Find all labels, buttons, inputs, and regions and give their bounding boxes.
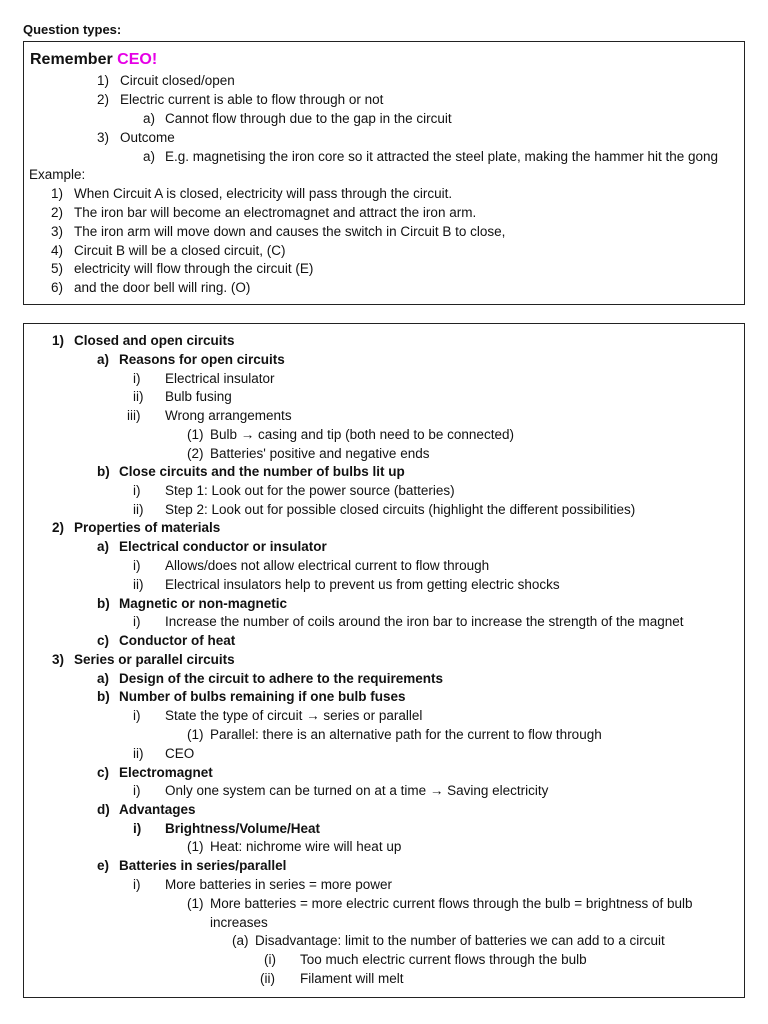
list-text: Parallel: there is an alternative path for the current to flow through xyxy=(210,727,602,742)
list-marker: d) xyxy=(97,802,110,817)
list-marker: i) xyxy=(133,614,141,629)
list-text: Outcome xyxy=(120,130,175,145)
list-text: Too much electric current flows through the bulb xyxy=(300,952,587,967)
list-marker: (a) xyxy=(232,933,249,948)
ceo-title-label: Remember xyxy=(30,51,113,68)
list-text: Reasons for open circuits xyxy=(119,352,285,367)
list-marker: 3) xyxy=(52,652,65,667)
list-text: Closed and open circuits xyxy=(74,333,235,348)
ceo-title-highlight: CEO! xyxy=(117,51,158,68)
list-text: Series or parallel circuits xyxy=(74,652,235,667)
list-marker: a) xyxy=(143,149,156,164)
list-marker: c) xyxy=(97,765,110,780)
list-text: E.g. magnetising the iron core so it attracted the steel plate, making the hammer hit the gong xyxy=(165,149,719,164)
list-text: More batteries in series = more power xyxy=(165,877,392,892)
list-text: Magnetic or non-magnetic xyxy=(119,596,288,611)
list-marker: 3) xyxy=(97,130,110,145)
list-text: Electrical conductor or insulator xyxy=(119,539,327,554)
list-marker: i) xyxy=(133,558,141,573)
list-text: Electrical insulator xyxy=(165,371,275,386)
list-marker: 2) xyxy=(51,205,64,220)
list-text: The iron bar will become an electromagnet and attract the iron arm. xyxy=(74,205,477,220)
list-text: electricity will flow through the circuit (E) xyxy=(74,261,314,276)
list-marker: 2) xyxy=(97,92,110,107)
list-marker: 1) xyxy=(51,186,64,201)
list-text: Step 1: Look out for the power source (batteries) xyxy=(165,483,455,498)
list-marker: 5) xyxy=(51,261,64,276)
list-text: Disadvantage: limit to the number of batteries we can add to a circuit xyxy=(255,933,665,948)
list-text: Design of the circuit to adhere to the requirements xyxy=(119,671,444,686)
list-marker: ii) xyxy=(133,389,144,404)
list-text: Heat: nichrome wire will heat up xyxy=(210,839,402,854)
list-text: Electromagnet xyxy=(119,765,213,780)
list-marker: (1) xyxy=(187,896,204,911)
list-marker: b) xyxy=(97,464,110,479)
list-text: Only one system can be turned on at a time → Saving electricity xyxy=(165,783,549,798)
list-text: Number of bulbs remaining if one bulb fuses xyxy=(119,689,406,704)
list-text: Increase the number of coils around the iron bar to increase the strength of the magnet xyxy=(165,614,684,629)
list-marker: ii) xyxy=(133,577,144,592)
list-marker: a) xyxy=(97,671,110,686)
list-text: Circuit B will be a closed circuit, (C) xyxy=(74,243,286,258)
list-text: Wrong arrangements xyxy=(165,408,292,423)
list-marker: i) xyxy=(133,877,141,892)
list-marker: a) xyxy=(97,352,110,367)
list-marker: ii) xyxy=(133,502,144,517)
list-marker: 3) xyxy=(51,224,64,239)
list-marker: e) xyxy=(97,858,110,873)
list-text: Filament will melt xyxy=(300,971,404,986)
list-text: Cannot flow through due to the gap in the circuit xyxy=(165,111,452,126)
list-marker: 1) xyxy=(97,73,110,88)
list-marker: a) xyxy=(97,539,110,554)
list-marker: (1) xyxy=(187,427,204,442)
list-text: Close circuits and the number of bulbs lit up xyxy=(119,464,405,479)
list-marker: 4) xyxy=(51,243,64,258)
list-text: increases xyxy=(210,915,268,930)
list-marker: a) xyxy=(143,111,156,126)
list-text: When Circuit A is closed, electricity will pass through the circuit. xyxy=(74,186,453,201)
list-text: More batteries = more electric current flows through the bulb = brightness of bulb xyxy=(210,896,693,911)
list-text: Circuit closed/open xyxy=(120,73,235,88)
list-marker: (1) xyxy=(187,727,204,742)
list-text: Electrical insulators help to prevent us from getting electric shocks xyxy=(165,577,560,592)
example-label-text: Example: xyxy=(29,167,86,182)
list-text: The iron arm will move down and causes the switch in Circuit B to close, xyxy=(74,224,506,239)
list-text: Step 2: Look out for possible closed circuits (highlight the different possibilities) xyxy=(165,502,636,517)
list-marker: i) xyxy=(133,483,141,498)
list-text: Conductor of heat xyxy=(119,633,236,648)
list-text: Electric current is able to flow through or not xyxy=(120,92,384,107)
list-marker: ii) xyxy=(133,746,144,761)
list-marker: 6) xyxy=(51,280,64,295)
list-text: Advantages xyxy=(119,802,196,817)
list-marker: iii) xyxy=(127,408,141,423)
list-marker: b) xyxy=(97,596,110,611)
list-marker: (1) xyxy=(187,839,204,854)
list-marker: (i) xyxy=(264,952,276,967)
list-marker: (ii) xyxy=(260,971,275,986)
topics-box xyxy=(23,323,745,998)
list-marker: i) xyxy=(133,371,141,386)
list-marker: b) xyxy=(97,689,110,704)
list-marker: 2) xyxy=(52,520,65,535)
list-text: Bulb fusing xyxy=(165,389,232,404)
list-text: State the type of circuit → series or parallel xyxy=(165,708,423,723)
question-types-heading: Question types: xyxy=(23,22,122,37)
list-text: Brightness/Volume/Heat xyxy=(165,821,321,836)
list-marker: i) xyxy=(133,708,141,723)
ceo-box xyxy=(23,41,745,305)
list-text: and the door bell will ring. (O) xyxy=(74,280,251,295)
list-text: Batteries' positive and negative ends xyxy=(210,446,430,461)
list-marker: i) xyxy=(133,821,142,836)
list-text: Batteries in series/parallel xyxy=(119,858,287,873)
list-text: Allows/does not allow electrical current to flow through xyxy=(165,558,490,573)
list-text: Properties of materials xyxy=(74,520,221,535)
list-text: CEO xyxy=(165,746,195,761)
list-text: Bulb → casing and tip (both need to be connected) xyxy=(210,427,514,442)
list-marker: i) xyxy=(133,783,141,798)
list-marker: (2) xyxy=(187,446,204,461)
list-marker: c) xyxy=(97,633,110,648)
list-marker: 1) xyxy=(52,333,65,348)
ceo-title-text xyxy=(30,50,157,70)
